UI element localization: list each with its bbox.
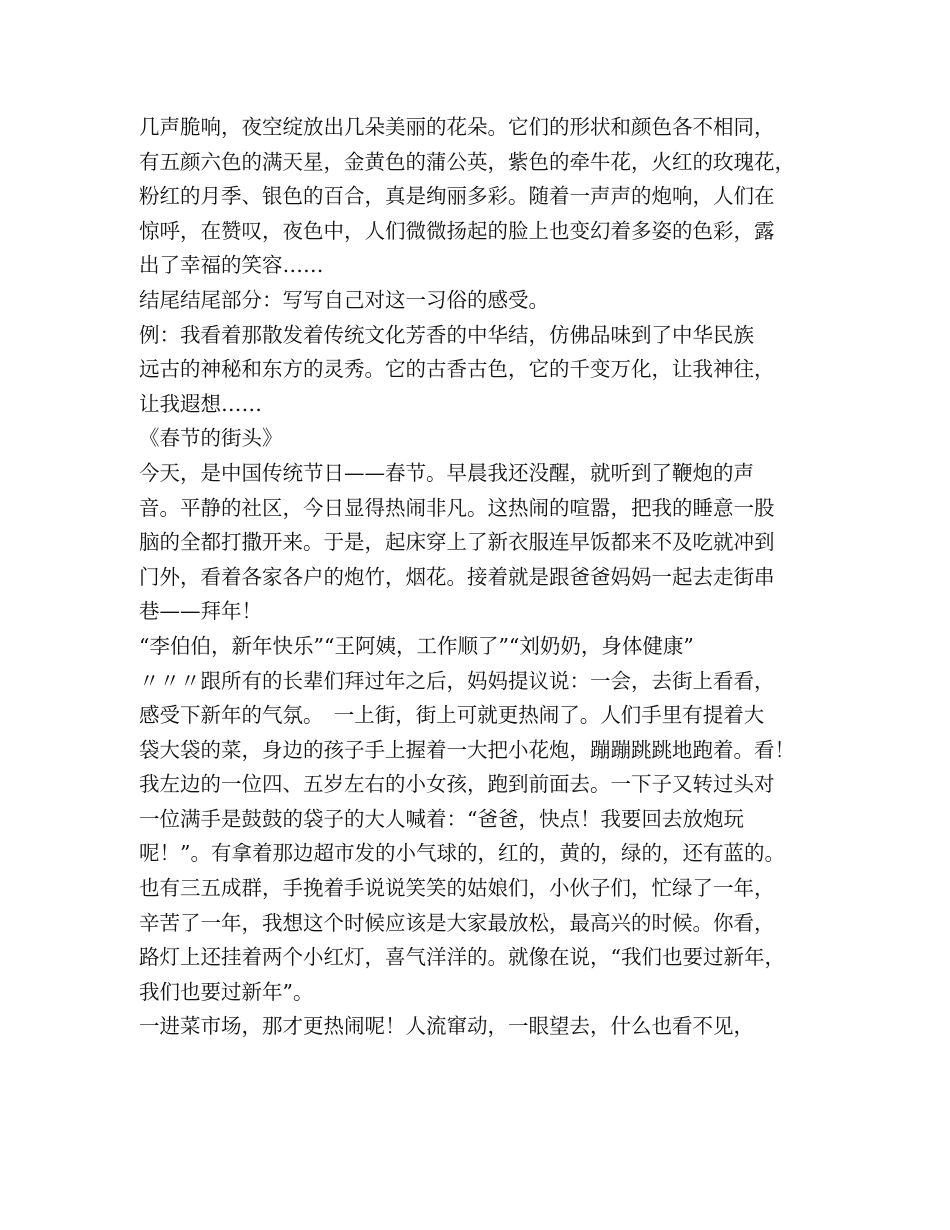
text-line: 惊呼，在赞叹，夜色中，人们微微扬起的脸上也变幻着多姿的色彩，露 — [139, 218, 775, 243]
text-line: 我左边的一位四、五岁左右的小女孩，跑到前面去。一下子又转过头对 — [139, 772, 775, 797]
text-line: “李伯伯，新年快乐”“王阿姨，工作顺了”“刘奶奶，身体健康” — [139, 633, 694, 658]
text-line: 一进菜市场，那才更热闹呢！人流窜动，一眼望去，什么也看不见， — [139, 1014, 754, 1039]
text-line: 也有三五成群，手挽着手说说笑笑的姑娘们，小伙子们，忙绿了一年， — [139, 876, 775, 901]
text-line: 音。平静的社区，今日显得热闹非凡。这热闹的喧嚣，把我的睡意一股 — [139, 495, 775, 520]
text-line: 粉红的月季、银色的百合，真是绚丽多彩。随着一声声的炮响，人们在 — [139, 184, 775, 209]
text-line: 巷——拜年！ — [139, 599, 262, 624]
text-line: 路灯上还挂着两个小红灯，喜气洋洋的。就像在说，“我们也要过新年， — [139, 945, 785, 970]
text-line: 让我遐想…… — [139, 391, 262, 416]
text-line: 有五颜六色的满天星，金黄色的蒲公英，紫色的牵牛花，火红的玫瑰花， — [139, 149, 795, 174]
text-line: 例：我看着那散发着传统文化芳香的中华结，仿佛品味到了中华民族 — [139, 322, 754, 347]
text-line: 门外，看着各家各户的炮竹，烟花。接着就是跟爸爸妈妈一起去走街串 — [139, 564, 775, 589]
text-line: 出了幸福的笑容…… — [139, 253, 324, 278]
text-line: 辛苦了一年，我想这个时候应该是大家最放松，最高兴的时候。你看， — [139, 910, 775, 935]
document-body-text — [139, 110, 819, 1044]
text-line: 一位满手是鼓鼓的袋子的大人喊着：“爸爸，快点！我要回去放炮玩 — [139, 806, 744, 831]
text-line: 〃〃〃跟所有的长辈们拜过年之后，妈妈提议说：一会，去街上看看， — [139, 668, 775, 693]
text-line: 远古的神秘和东方的灵秀。它的古香古色，它的千变万化，让我神往， — [139, 357, 775, 382]
text-line: 几声脆响，夜空绽放出几朵美丽的花朵。它们的形状和颜色各不相同， — [139, 115, 775, 139]
text-line: 袋大袋的菜，身边的孩子手上握着一大把小花炮，蹦蹦跳跳地跑着。看！ — [139, 737, 795, 762]
text-line: 我们也要过新年”。 — [139, 979, 314, 1004]
essay-title: 《春节的街头》 — [139, 426, 283, 451]
text-line: 呢！”。有拿着那边超市发的小气球的，红的，黄的，绿的，还有蓝的。 — [139, 841, 785, 866]
section-heading-ending: 结尾结尾部分：写写自己对这一习俗的感受。 — [139, 287, 549, 312]
text-line: 脑的全都打撒开来。于是，起床穿上了新衣服连早饭都来不及吃就冲到 — [139, 530, 775, 555]
text-line: 感受下新年的气氛。 一上街，街上可就更热闹了。人们手里有提着大 — [139, 703, 765, 728]
text-line: 今天，是中国传统节日——春节。早晨我还没醒，就听到了鞭炮的声 — [139, 460, 754, 485]
